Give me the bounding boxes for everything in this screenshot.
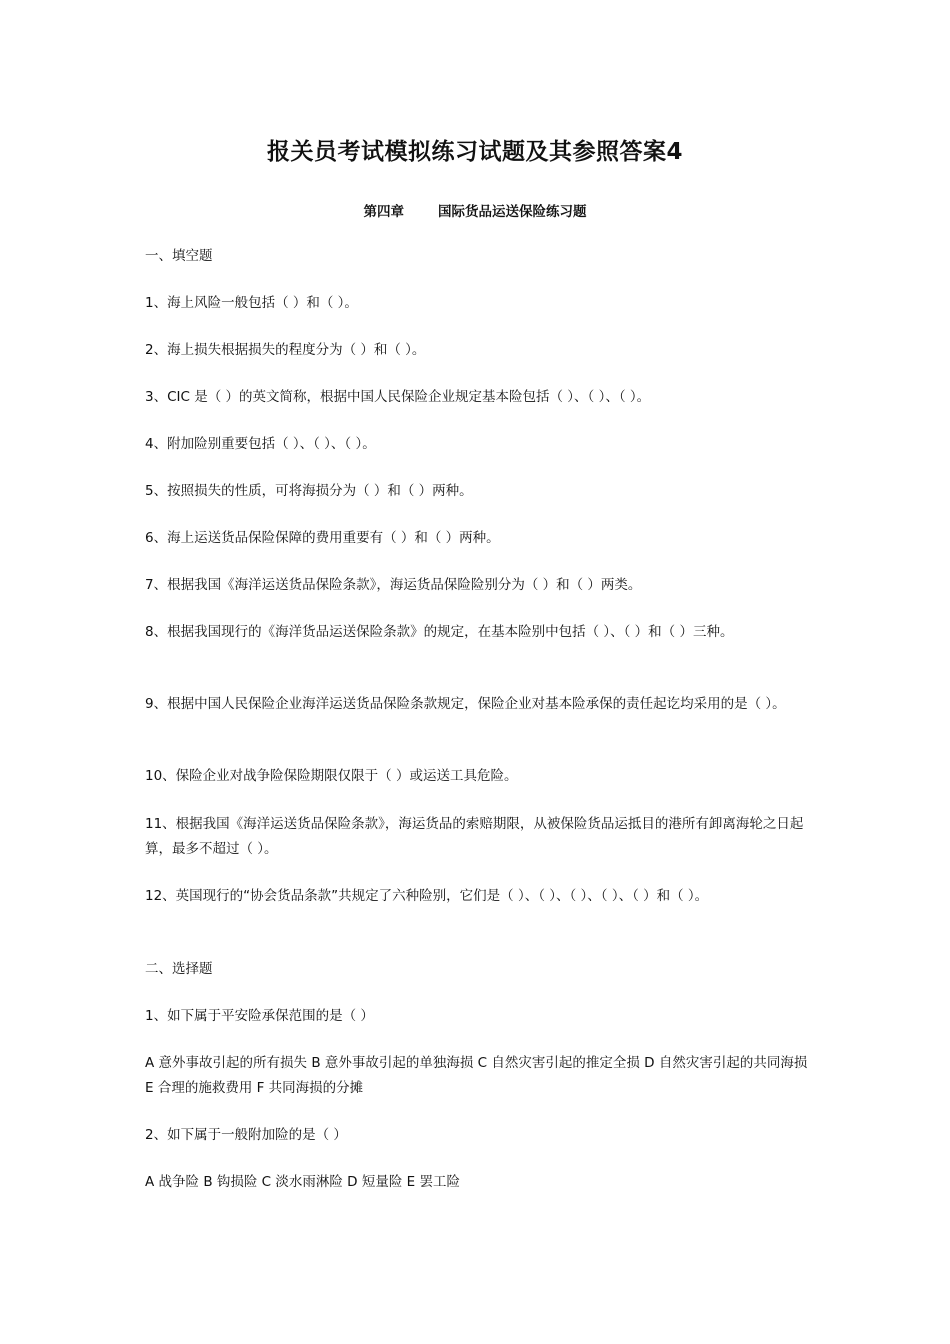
- fill-blank-question: 4、附加险别重要包括（ ）、（ ）、（ ）。: [145, 436, 376, 452]
- fill-blank-question: 2、海上损失根据损失的程度分为（ ）和（ ）。: [145, 342, 426, 358]
- fill-blank-question: 7、根据我国《海洋运送货品保险条款》，海运货品保险险别分为（ ）和（ ）两类。: [145, 577, 642, 593]
- fill-blank-question: 9、根据中国人民保险企业海洋运送货品保险条款规定，保险企业对基本险承保的责任起讫均采用的是（ ）。: [145, 696, 786, 712]
- chapter-number: 第四章: [363, 204, 404, 220]
- document-title: 报关员考试模拟练习试题及其参照答案4: [266, 139, 683, 165]
- fill-blank-question: 12、英国现行的“协会货品条款”共规定了六种险别，它们是（ ）、（ ）、（ ）、（ ）、（ ）和（ ）。: [145, 888, 709, 904]
- section-heading-choice: 二、选择题: [145, 961, 213, 977]
- section-heading-fill-blank: 一、填空题: [145, 248, 213, 264]
- fill-blank-question: 5、按照损失的性质，可将海损分为（ ）和（ ）两种。: [145, 483, 473, 499]
- fill-blank-question: 10、保险企业对战争险保险期限仅限于（ ）或运送工具危险。: [145, 768, 518, 784]
- fill-blank-question: 1、海上风险一般包括（ ）和（ ）。: [145, 295, 358, 311]
- fill-blank-question: 3、CIC 是（ ）的英文简称，根据中国人民保险企业规定基本险包括（ ）、（ ）、（ ）。: [145, 389, 651, 405]
- fill-blank-question: 6、海上运送货品保险保障的费用重要有（ ）和（ ）两种。: [145, 530, 500, 546]
- choice-question: 2、如下属于一般附加险的是（ ）: [145, 1127, 347, 1143]
- choice-options: A 意外事故引起的所有损失 B 意外事故引起的单独海损 C 自然灾害引起的推定全损 D 自然灾害引起的共同海损 E 合理的施救费用 F 共同海损的分摊: [145, 1055, 808, 1096]
- chapter-heading: [0, 200, 950, 220]
- choice-options: A 战争险 B 钩损险 C 淡水雨淋险 D 短量险 E 罢工险: [145, 1174, 460, 1190]
- fill-blank-question: 8、根据我国现行的《海洋货品运送保险条款》的规定，在基本险别中包括（ ）、（ ）和（ ）三种。: [145, 624, 734, 640]
- chapter-title: 国际货品运送保险练习题: [438, 204, 587, 220]
- choice-question: 1、如下属于平安险承保范围的是（ ）: [145, 1008, 374, 1024]
- fill-blank-question: 11、根据我国《海洋运送货品保险条款》，海运货品的索赔期限，从被保险货品运抵目的港所有卸离海轮之日起算，最多不超过（ ）。: [145, 816, 804, 857]
